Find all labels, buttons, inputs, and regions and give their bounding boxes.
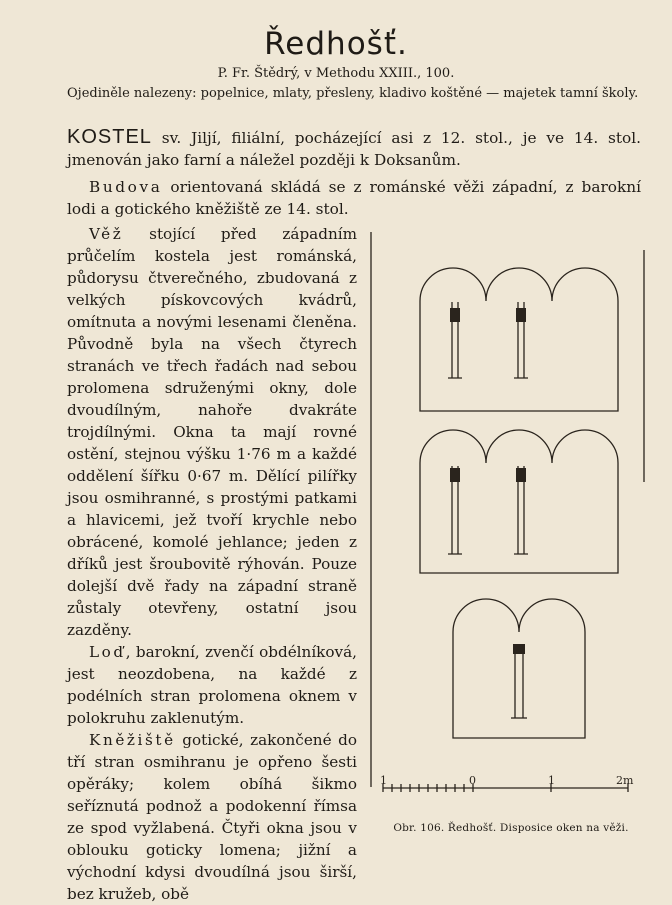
window-disposition-figure: [368, 232, 658, 832]
spaced-word: Kněžiště: [89, 731, 176, 749]
figure-caption: Obr. 106. Ředhošť. Disposice oken na věži.: [393, 822, 629, 834]
spaced-word: Loď: [89, 643, 126, 661]
scale-label: 1: [548, 774, 555, 787]
scale-label: 2m: [616, 774, 634, 787]
middle-triple-window: [420, 430, 618, 573]
upper-triple-window: [420, 268, 618, 411]
scale-label: 0: [469, 774, 476, 787]
paragraph-text: sv. Jiljí, filiální, pocházející asi z 12. stol., je ve 14. stol. jmenován jako farní a náležel později k Doksanům.: [67, 129, 641, 169]
tower-paragraph: [67, 223, 357, 641]
paragraph-text: gotické, zakončené do tří stran osmihranu je opřeno šesti opěráky; kolem obíhá šikmo seříznutá podnož a podokenní římsa ze spod vyžlabená. Čtyři okna jsou v oblouku goticky lomena; jižní a východní kdysi dvoudílná jsou širší, bez kružeb, obě: [67, 731, 357, 903]
lower-double-window: [453, 599, 585, 738]
spaced-word: Budova: [89, 178, 163, 196]
paragraph-text: stojící před západním průčelím kostela jest románská, půdorysu čtverečného, zbudovaná z velkých pískovcových kvádrů, omítnuta a novými lesenami členěna. Původně byla na všech čtyrech stranách ve třech řadách nad sebou prolomena sdruženými okny, dole dvoudílným, nahoře dvakráte trojdílnými. Okna ta mají rovné ostění, stejnou výšku 1·76 m a každé oddělení šířku 0·67 m. Dělící pilířky jsou osmihranné, s prostými patkami a hlavicemi, jež tvoří krychle nebo obrácené, komolé jehlance; jeden z dříků jest šroubovitě rýhován. Pouze dolejší dvě řady na západní straně zůstaly otevřeny, ostatní jsou zazděny.: [67, 225, 357, 639]
building-paragraph: [67, 176, 641, 220]
finds-note: Ojediněle nalezeny: popelnice, mlaty, přesleny, kladivo koštěné — majetek tamní školy.: [67, 86, 639, 101]
spaced-word: Věž: [89, 225, 124, 243]
scale-label: 1: [380, 774, 387, 787]
church-paragraph: [67, 126, 641, 171]
text-column: [67, 223, 357, 905]
choir-paragraph: [67, 729, 357, 905]
paragraph-text: orientovaná skládá se z románské věži západní, z barokní lodi a gotického kněžiště ze 14. stol.: [67, 178, 641, 218]
nave-paragraph: [67, 641, 357, 729]
paragraph-text: , barokní, zvenčí obdélníková, jest neozdobena, na každé z podélních stran prolomena oknem v polokruhu zaklenutým.: [67, 643, 357, 727]
scale-bar: [383, 784, 628, 792]
source-reference: P. Fr. Štědrý, v Methodu XXIII., 100.: [217, 66, 455, 81]
page-title: Ředhošť.: [264, 26, 408, 62]
paragraph-lead-word: KOSTEL: [67, 126, 152, 148]
